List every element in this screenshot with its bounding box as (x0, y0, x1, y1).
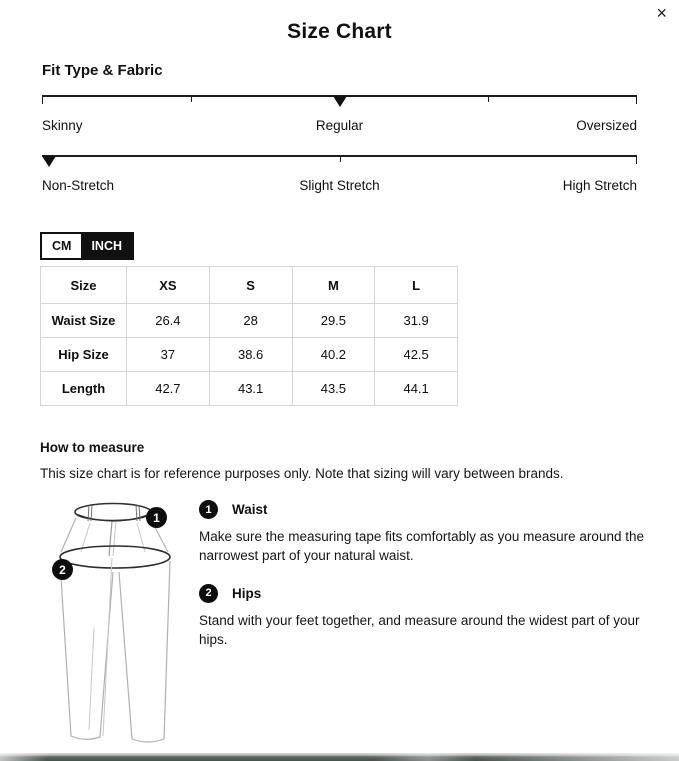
table-cell: 29.5 (292, 304, 375, 338)
table-cell: 40.2 (292, 338, 375, 372)
fit-type-scale (42, 95, 637, 110)
step-header (199, 584, 647, 603)
step-description: Make sure the measuring tape fits comfortably as you measure around the narrowest part of your natural waist. (199, 529, 644, 563)
inch-button[interactable]: INCH (81, 234, 132, 258)
step-hips (199, 584, 647, 650)
measuring-steps (199, 500, 647, 668)
unit-toggle (40, 232, 134, 260)
step-waist (199, 500, 647, 566)
stretch-scale-labels (42, 178, 637, 194)
waist-marker-badge: 1 (146, 507, 167, 528)
fit-label-regular: Regular (315, 118, 364, 133)
scale-tick (636, 96, 637, 104)
table-header-cell: Size (41, 267, 127, 304)
table-header-cell: L (375, 267, 458, 304)
table-row (41, 372, 458, 406)
step-header (199, 500, 647, 519)
step-description: Stand with your feet together, and measure around the widest part of your hips. (199, 612, 640, 647)
how-to-measure-heading: How to measure (40, 440, 145, 455)
row-label: Length (41, 372, 127, 406)
stretch-scale (42, 155, 637, 170)
table-cell: 44.1 (375, 372, 458, 406)
stretch-scale-marker-icon (42, 156, 56, 167)
table-header-row (41, 267, 458, 304)
hips-marker-badge: 2 (52, 559, 73, 580)
table-cell: 38.6 (209, 338, 292, 372)
table-cell: 43.5 (292, 372, 375, 406)
table-cell: 37 (127, 338, 210, 372)
pants-diagram (45, 498, 200, 750)
pants-line-drawing (45, 498, 200, 750)
table-header-cell: S (209, 267, 292, 304)
scale-tick (340, 156, 341, 162)
stretch-label-high: High Stretch (562, 178, 637, 193)
step-title: Waist (232, 502, 268, 517)
bottom-page-edge (0, 753, 679, 761)
fit-scale-labels (42, 118, 637, 134)
table-cell: 42.5 (375, 338, 458, 372)
step-title: Hips (232, 585, 262, 601)
scale-tick (636, 156, 637, 164)
stretch-label-slight: Slight Stretch (299, 178, 380, 193)
scale-tick (488, 96, 489, 102)
page-title: Size Chart (287, 20, 392, 43)
table-cell: 43.1 (209, 372, 292, 406)
table-cell: 31.9 (375, 304, 458, 338)
fit-scale-marker-icon (333, 96, 347, 107)
scale-tick (191, 96, 192, 102)
table-cell: 26.4 (127, 304, 210, 338)
size-table (40, 266, 458, 406)
table-cell: 42.7 (127, 372, 210, 406)
cm-button[interactable]: CM (42, 234, 81, 258)
fit-label-oversized: Oversized (576, 118, 637, 133)
table-header-cell: XS (127, 267, 210, 304)
table-row (41, 338, 458, 372)
stretch-label-non: Non-Stretch (42, 178, 115, 193)
step-number-badge: 2 (199, 584, 218, 603)
row-label: Waist Size (41, 304, 127, 338)
reference-note: This size chart is for reference purposes only. Note that sizing will vary between brands. (40, 466, 564, 481)
close-icon[interactable]: × (653, 1, 670, 25)
row-label: Hip Size (41, 338, 127, 372)
scale-tick (42, 96, 43, 104)
fit-label-skinny: Skinny (42, 118, 83, 133)
table-cell: 28 (209, 304, 292, 338)
step-number-badge: 1 (199, 500, 218, 519)
table-row (41, 304, 458, 338)
table-header-cell: M (292, 267, 375, 304)
fit-type-fabric-heading: Fit Type & Fabric (42, 62, 163, 79)
